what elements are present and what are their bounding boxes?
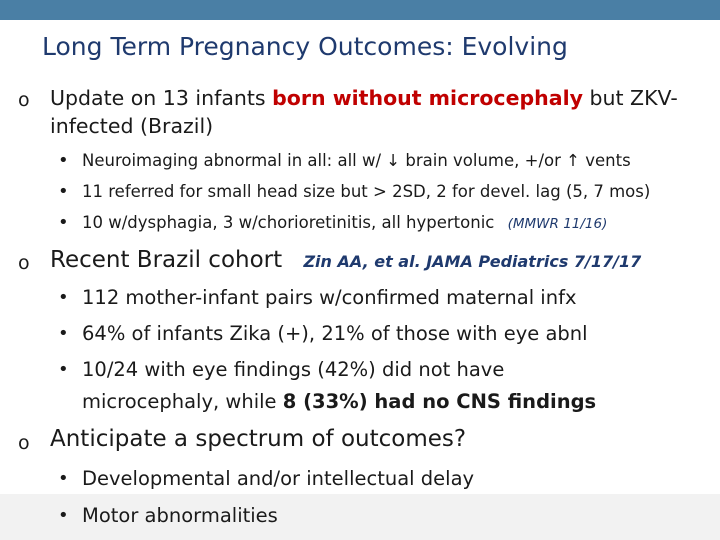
hollow-bullet: o	[18, 432, 30, 454]
bullet-dot: •	[58, 323, 69, 344]
section-2-bullet-3: 10/24 with eye findings (42%) did not have	[82, 358, 505, 381]
slide-title: Long Term Pregnancy Outcomes: Evolving	[42, 32, 568, 61]
citation-mmwr: (MMWR 11/16)	[507, 216, 608, 232]
hollow-bullet: o	[18, 89, 30, 111]
section-1-bullet-2: 11 referred for small head size but > 2SD, 2 for devel. lag (5, 7 mos)	[82, 182, 651, 201]
section-1-heading-cont: infected (Brazil)	[50, 114, 214, 138]
section-3-bullet-2: Motor abnormalities	[82, 504, 278, 527]
bullet-dot: •	[58, 359, 69, 380]
citation-jama: Zin AA, et al. JAMA Pediatrics 7/17/17	[303, 252, 642, 271]
section-1-heading: Update on 13 infants born without microcephaly but ZKV-	[50, 86, 678, 110]
section-2-bullet-1: 112 mother-infant pairs w/confirmed maternal infx	[82, 286, 577, 309]
section-1-bullet-1: Neuroimaging abnormal in all: all w/ ↓ brain volume, +/or ↑ vents	[82, 151, 631, 170]
bullet-dot: •	[58, 150, 69, 171]
bullet-dot: •	[58, 212, 69, 233]
top-accent-bar	[0, 0, 720, 20]
bullet-dot: •	[58, 468, 69, 489]
bullet-dot: •	[58, 181, 69, 202]
section-2-bullet-2: 64% of infants Zika (+), 21% of those with eye abnl	[82, 322, 588, 345]
hollow-bullet: o	[18, 252, 30, 274]
section-2-heading: Recent Brazil cohort Zin AA, et al. JAMA Pediatrics 7/17/17	[50, 247, 642, 273]
section-3-heading: Anticipate a spectrum of outcomes?	[50, 426, 467, 452]
bullet-dot: •	[58, 505, 69, 526]
section-2-bullet-3-cont: microcephaly, while 8 (33%) had no CNS findings	[82, 390, 597, 413]
bullet-dot: •	[58, 287, 69, 308]
section-1-bullet-3: 10 w/dysphagia, 3 w/chorioretinitis, all hypertonic (MMWR 11/16)	[82, 213, 608, 232]
section-3-bullet-1: Developmental and/or intellectual delay	[82, 467, 475, 490]
